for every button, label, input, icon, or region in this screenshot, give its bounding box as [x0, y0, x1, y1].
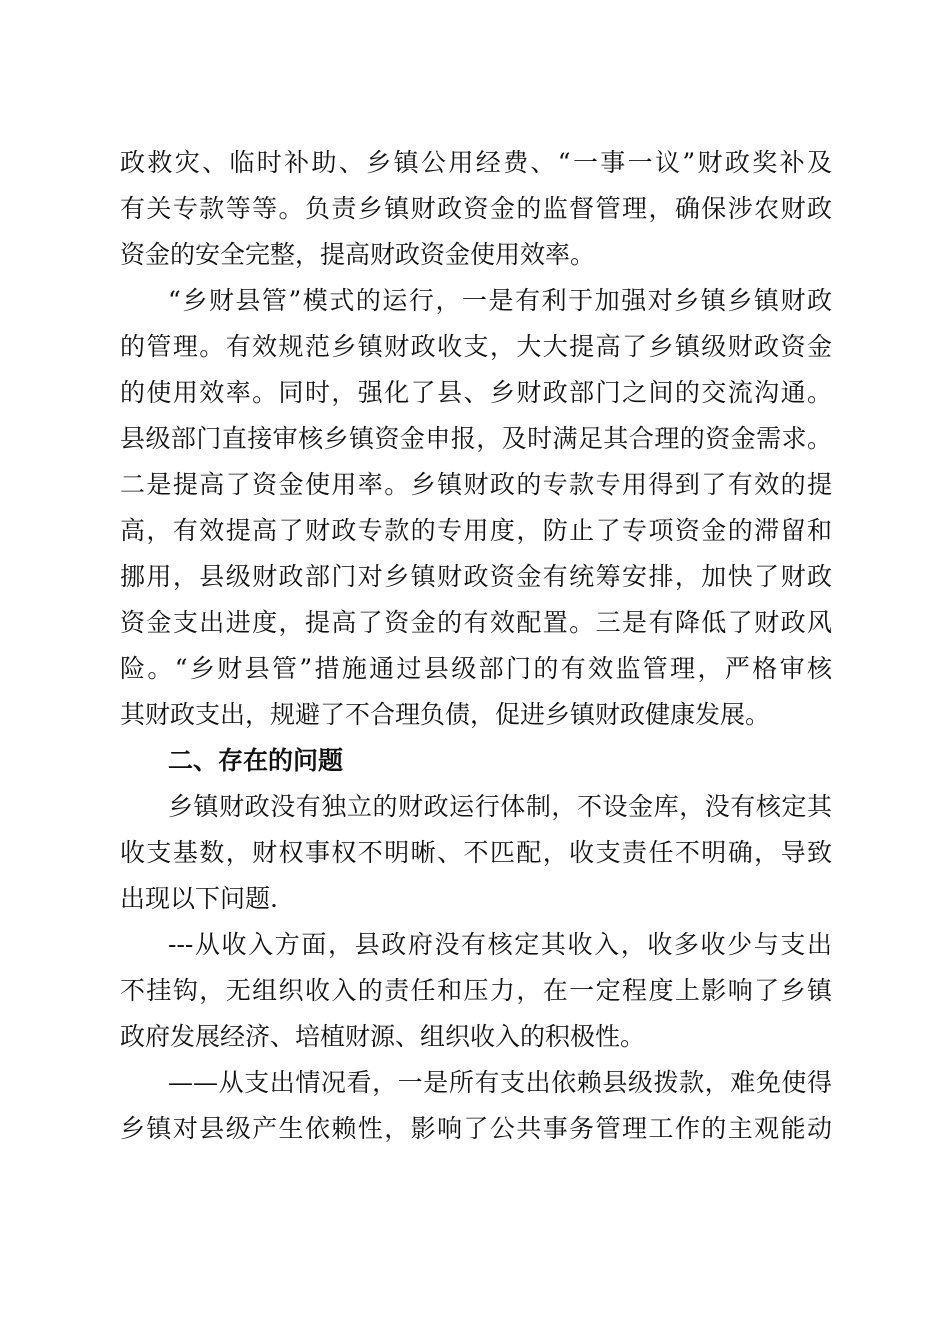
paragraph-first-line: ——从支出情况看，一是所有支出依赖县级拨款，难免使得 — [168, 1068, 832, 1097]
body-text-line: 出现以下问题. — [120, 884, 278, 913]
body-text-line: 二是提高了资金使用率。乡镇财政的专款专用得到了有效的提 — [120, 470, 832, 499]
body-text-line: 挪用，县级财政部门对乡镇财政资金有统筹安排，加快了财政 — [120, 562, 832, 591]
paragraph-first-line: “乡财县管”模式的运行，一是有利于加强对乡镇乡镇财政 — [168, 286, 832, 315]
body-text-line: 资金的安全完整，提高财政资金使用效率。 — [120, 240, 596, 269]
paragraph-first-line: 乡镇财政没有独立的财政运行体制，不设金库，没有核定其 — [168, 792, 832, 821]
body-text-line: 其财政支出，规避了不合理负债，促进乡镇财政健康发展。 — [120, 700, 771, 729]
paragraph-first-line: ---从收入方面，县政府没有核定其收入，收多收少与支出 — [168, 930, 832, 959]
body-text-line: 收支基数，财权事权不明晰、不匹配，收支责任不明确，导致 — [120, 838, 832, 867]
body-text-line: 的使用效率。同时，强化了县、乡财政部门之间的交流沟通。 — [120, 378, 832, 407]
body-text-line: 资金支出进度，提高了资金的有效配置。三是有降低了财政风 — [120, 608, 832, 637]
body-text-line: 政府发展经济、培植财源、组织收入的积极性。 — [120, 1022, 646, 1051]
body-text-line: 县级部门直接审核乡镇资金申报，及时满足其合理的资金需求。 — [120, 424, 832, 453]
body-text-line: 政救灾、临时补助、乡镇公用经费、“一事一议”财政奖补及 — [120, 148, 832, 177]
body-text-line: 险。“乡财县管”措施通过县级部门的有效监管理，严格审核 — [120, 654, 832, 683]
section-heading: 二、存在的问题 — [168, 746, 344, 775]
body-text-line: 不挂钩，无组织收入的责任和压力，在一定程度上影响了乡镇 — [120, 976, 832, 1005]
body-text-line: 的管理。有效规范乡镇财政收支，大大提高了乡镇级财政资金 — [120, 332, 832, 361]
body-text-line: 有关专款等等。负责乡镇财政资金的监督管理，确保涉农财政 — [120, 194, 832, 223]
body-text-line: 高，有效提高了财政专款的专用度，防止了专项资金的滞留和 — [120, 516, 832, 545]
body-text-line: 乡镇对县级产生依赖性，影响了公共事务管理工作的主观能动 — [120, 1114, 832, 1143]
